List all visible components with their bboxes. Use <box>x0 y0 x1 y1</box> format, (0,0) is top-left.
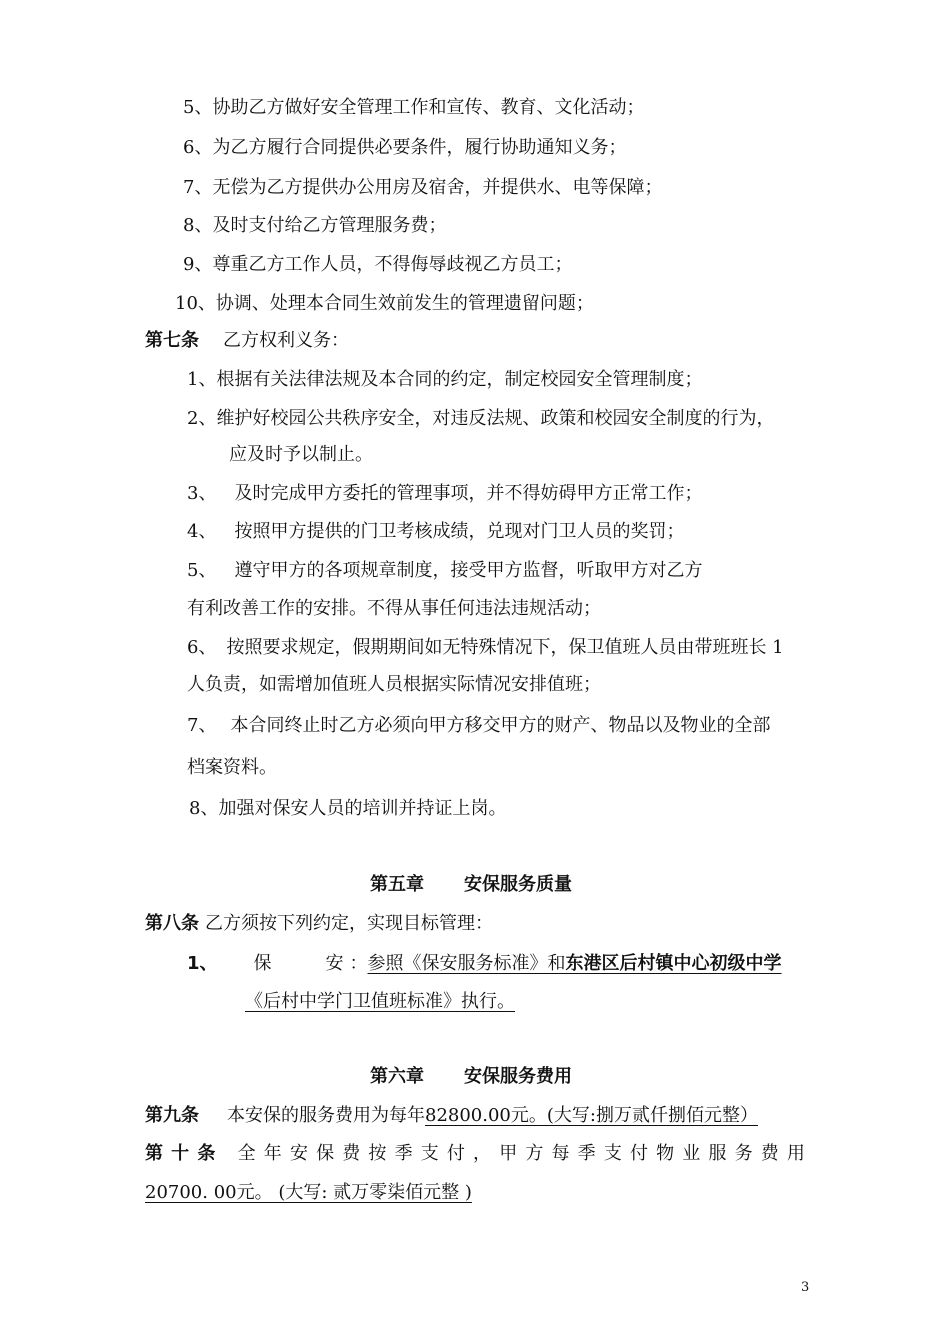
article10-char: 季 <box>577 1143 596 1164</box>
article7-item-6 <box>187 636 784 660</box>
article7-title: 乙方权利义务： <box>223 330 349 351</box>
article8-label: 第八条 <box>145 913 199 934</box>
article10-char: 方 <box>525 1143 544 1164</box>
article8-item-1 <box>187 952 782 976</box>
duty-item: 5、协助乙方做好安全管理工作和宣传、教育、文化活动； <box>183 97 645 118</box>
article10-char: 按 <box>368 1143 387 1164</box>
article8 <box>145 912 493 936</box>
article7-item-2: 2、维护好校园公共秩序安全，对违反法规、政策和校园安全制度的行为， <box>187 408 775 429</box>
article10-label-char: 第 <box>145 1143 163 1164</box>
article10-char: ， <box>473 1143 492 1164</box>
article10-char: 安 <box>289 1143 308 1164</box>
chapter-number: 第六章 <box>370 1066 424 1087</box>
article10-char: 费 <box>342 1143 361 1164</box>
article10-char: 用 <box>786 1143 805 1164</box>
article10-amount: 20700. 00元。 (大写: 贰万零柒佰元整 ) <box>145 1182 472 1203</box>
item-text-b: 东港区后村镇中心初级中学 <box>565 953 782 974</box>
article10-char: 付 <box>446 1143 465 1164</box>
article10-label-char: 十 <box>171 1143 190 1164</box>
item-number: 4、 <box>187 521 217 542</box>
item-text: 及时完成甲方委托的管理事项，并不得妨碍甲方正常工作； <box>234 483 703 504</box>
article7-item-6-cont: 人负责，如需增加值班人员根据实际情况安排值班； <box>187 674 601 695</box>
article8-text: 乙方须按下列约定，实现目标管理： <box>205 913 493 934</box>
article7-item-8: 8、加强对保安人员的培训并持证上岗。 <box>189 798 507 819</box>
duty-item: 6、为乙方履行合同提供必要条件，履行协助通知义务； <box>183 137 627 158</box>
article10-label-char: 条 <box>197 1143 216 1164</box>
article7-item-5-cont: 有利改善工作的安排。不得从事任何违法违规活动； <box>187 598 601 619</box>
article7-item-7-cont: 档案资料。 <box>187 757 277 778</box>
article10-char: 业 <box>682 1143 701 1164</box>
chapter-title: 安保服务费用 <box>464 1066 572 1087</box>
item-text: 本合同终止时乙方必须向甲方移交甲方的财产、物品以及物业的全部 <box>230 715 771 736</box>
article10-char: 保 <box>316 1143 335 1164</box>
article7-label: 第七条 <box>145 330 199 351</box>
article10-line1 <box>145 1142 805 1166</box>
article9 <box>145 1104 758 1128</box>
item-number: 3、 <box>187 483 217 504</box>
article10-char: 每 <box>551 1143 570 1164</box>
article10-char: 务 <box>734 1143 753 1164</box>
article10-char: 季 <box>394 1143 413 1164</box>
article10-char: 支 <box>420 1143 439 1164</box>
page-number: 3 <box>801 1280 810 1295</box>
chapter6-heading <box>370 1065 572 1089</box>
chapter-title: 安保服务质量 <box>464 874 572 895</box>
article9-text: 本安保的服务费用为每年 <box>227 1105 425 1126</box>
item-text: 按照甲方提供的门卫考核成绩，兑现对门卫人员的奖罚； <box>234 521 685 542</box>
article10-char: 支 <box>603 1143 622 1164</box>
item-number: 1、 <box>187 953 218 974</box>
duty-item: 10、协调、处理本合同生效前发生的管理遗留问题； <box>175 293 594 314</box>
chapter-number: 第五章 <box>370 874 424 895</box>
item-number: 7、 <box>187 715 217 736</box>
article10-char: 费 <box>760 1143 779 1164</box>
duty-item: 7、无偿为乙方提供办公用房及宿舍，并提供水、电等保障； <box>183 177 663 198</box>
item-text-a: 参照《保安服务标准》和 <box>367 953 566 974</box>
article7-item-4 <box>187 520 684 544</box>
article10-char: 年 <box>263 1143 282 1164</box>
item-text: 遵守甲方的各项规章制度，接受甲方监督，听取甲方对乙方 <box>234 560 703 581</box>
duty-item: 9、尊重乙方工作人员，不得侮辱歧视乙方员工； <box>183 254 573 275</box>
article10-char: 全 <box>237 1143 256 1164</box>
article9-label: 第九条 <box>145 1105 199 1126</box>
article10-char: 物 <box>656 1143 675 1164</box>
article7-item-3 <box>187 482 702 506</box>
item-colon: ： <box>349 953 368 974</box>
item-number: 6、 <box>187 637 217 658</box>
article7-item-2-cont: 应及时予以制止。 <box>229 444 373 465</box>
article7-item-1: 1、根据有关法律法规及本合同的约定，制定校园安全管理制度； <box>187 369 703 390</box>
article10-char: 服 <box>708 1143 727 1164</box>
duty-item: 8、及时支付给乙方管理服务费； <box>183 215 447 236</box>
article7-item-5 <box>187 559 702 583</box>
item-label: 保 安 <box>253 953 344 974</box>
item-text: 按照要求规定，假期期间如无特殊情况下，保卫值班人员由带班班长 1 <box>226 637 784 658</box>
article7-heading <box>145 329 349 353</box>
article8-item-1-cont: 《后村中学门卫值班标准》执行。 <box>245 991 515 1012</box>
article9-amount: 82800.00元。(大写:捌万贰仟捌佰元整） <box>425 1105 758 1126</box>
chapter5-heading <box>370 873 572 897</box>
article10-char: 甲 <box>499 1143 518 1164</box>
item-number: 5、 <box>187 560 217 581</box>
article7-item-7 <box>187 714 770 738</box>
article10-char: 付 <box>629 1143 648 1164</box>
